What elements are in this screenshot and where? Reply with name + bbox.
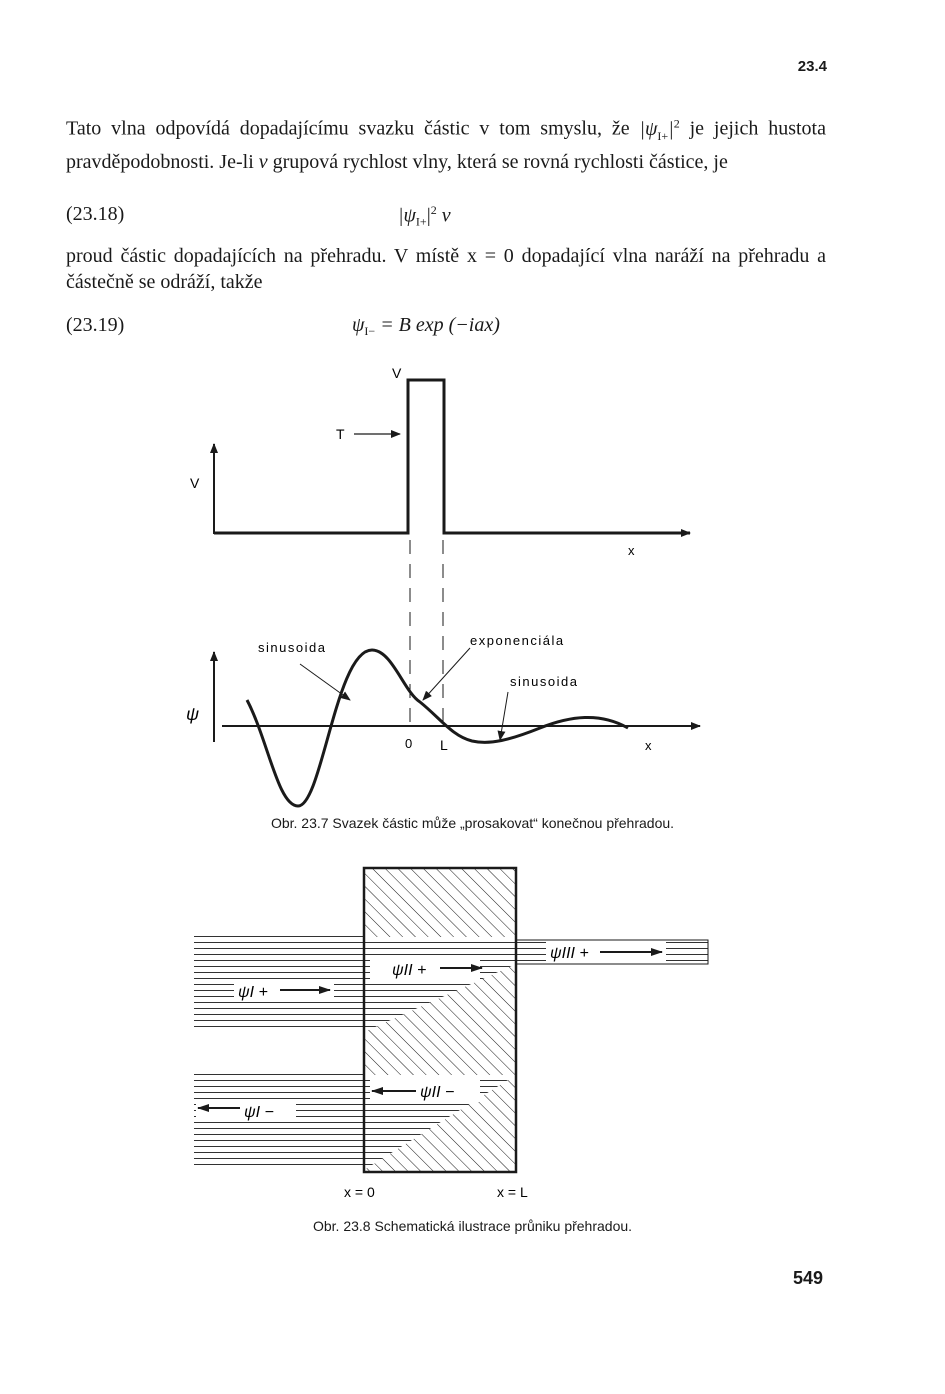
tick-L: L	[440, 737, 448, 753]
eq19-rhs: = B exp (−iax)	[375, 314, 500, 336]
psi-I-plus-label: ψI +	[238, 984, 268, 1001]
page-number: 549	[792, 1268, 823, 1288]
eq19-sub: I−	[364, 324, 376, 338]
eq18-v: v	[436, 204, 451, 227]
pointer-exponenciala	[423, 648, 470, 700]
paragraph-1-end: grupová rychlost vlny, která se rovná rychlosti částice, je	[267, 150, 728, 173]
label-x-L: x = L	[497, 1184, 528, 1200]
section-number: 23.4	[797, 58, 827, 75]
eq18-close: |	[426, 204, 431, 227]
eq19-psi: ψ	[352, 314, 365, 336]
equation-23-18	[398, 203, 451, 230]
label-sinusoida-right: sinusoida	[510, 674, 579, 689]
inline-psi-density	[639, 116, 680, 143]
eq18-power: 2	[430, 203, 437, 217]
paragraph-1	[66, 110, 826, 175]
inline-abs-close: |	[668, 117, 674, 140]
equation-number-23-19: (23.19)	[66, 314, 125, 336]
x-axis-label-top: x	[628, 543, 635, 558]
inline-v: v	[258, 150, 268, 173]
psi-II-plus-label: ψII +	[392, 962, 427, 979]
paragraph-1-mid: je jejich hustota pravděpodobnosti. Je-li	[66, 117, 826, 173]
tick-zero: 0	[405, 736, 413, 751]
eq18-psi: |ψ	[398, 204, 416, 227]
eq18-sub: I+	[415, 214, 427, 229]
potential-barrier	[214, 380, 690, 533]
barrier-height-label: V	[392, 365, 402, 381]
figure-23-8-caption: Obr. 23.8 Schematická ilustrace průniku přehradou.	[312, 1218, 633, 1234]
label-exponenciala: exponenciála	[470, 633, 565, 648]
equation-number-23-18: (23.18)	[66, 203, 125, 225]
inline-power: 2	[673, 116, 680, 130]
figure-23-7	[0, 360, 945, 820]
barrier-t-label: T	[336, 426, 345, 442]
psi-axis-label: ψ	[186, 704, 200, 724]
x-axis-label-bottom: x	[645, 738, 652, 753]
label-x-zero: x = 0	[344, 1184, 375, 1200]
inline-psi-sub: I+	[657, 128, 669, 143]
equation-23-19	[352, 314, 500, 339]
paragraph-1-start: Tato vlna odpovídá dopadajícímu svazku částic v tom smyslu, že	[66, 117, 640, 140]
figure-23-8	[0, 860, 945, 1210]
psi-II-minus-label: ψII −	[420, 1084, 455, 1101]
paragraph-2: proud částic dopadajících na přehradu. V místě x = 0 dopadající vlna naráží na přehradu a částečně se odráží, takže	[66, 245, 826, 293]
inline-psi: |ψ	[639, 117, 658, 140]
figure-23-7-caption: Obr. 23.7 Svazek částic může „prosakovat“ konečnou přehradou.	[270, 815, 675, 831]
psi-I-minus-label: ψI −	[244, 1104, 274, 1121]
psi-III-plus-label: ψIII +	[550, 945, 589, 962]
label-sinusoida-left: sinusoida	[258, 640, 327, 655]
pointer-sinusoida-right	[500, 692, 508, 740]
pointer-sinusoida-left	[300, 664, 350, 700]
v-axis-label: V	[190, 475, 200, 491]
